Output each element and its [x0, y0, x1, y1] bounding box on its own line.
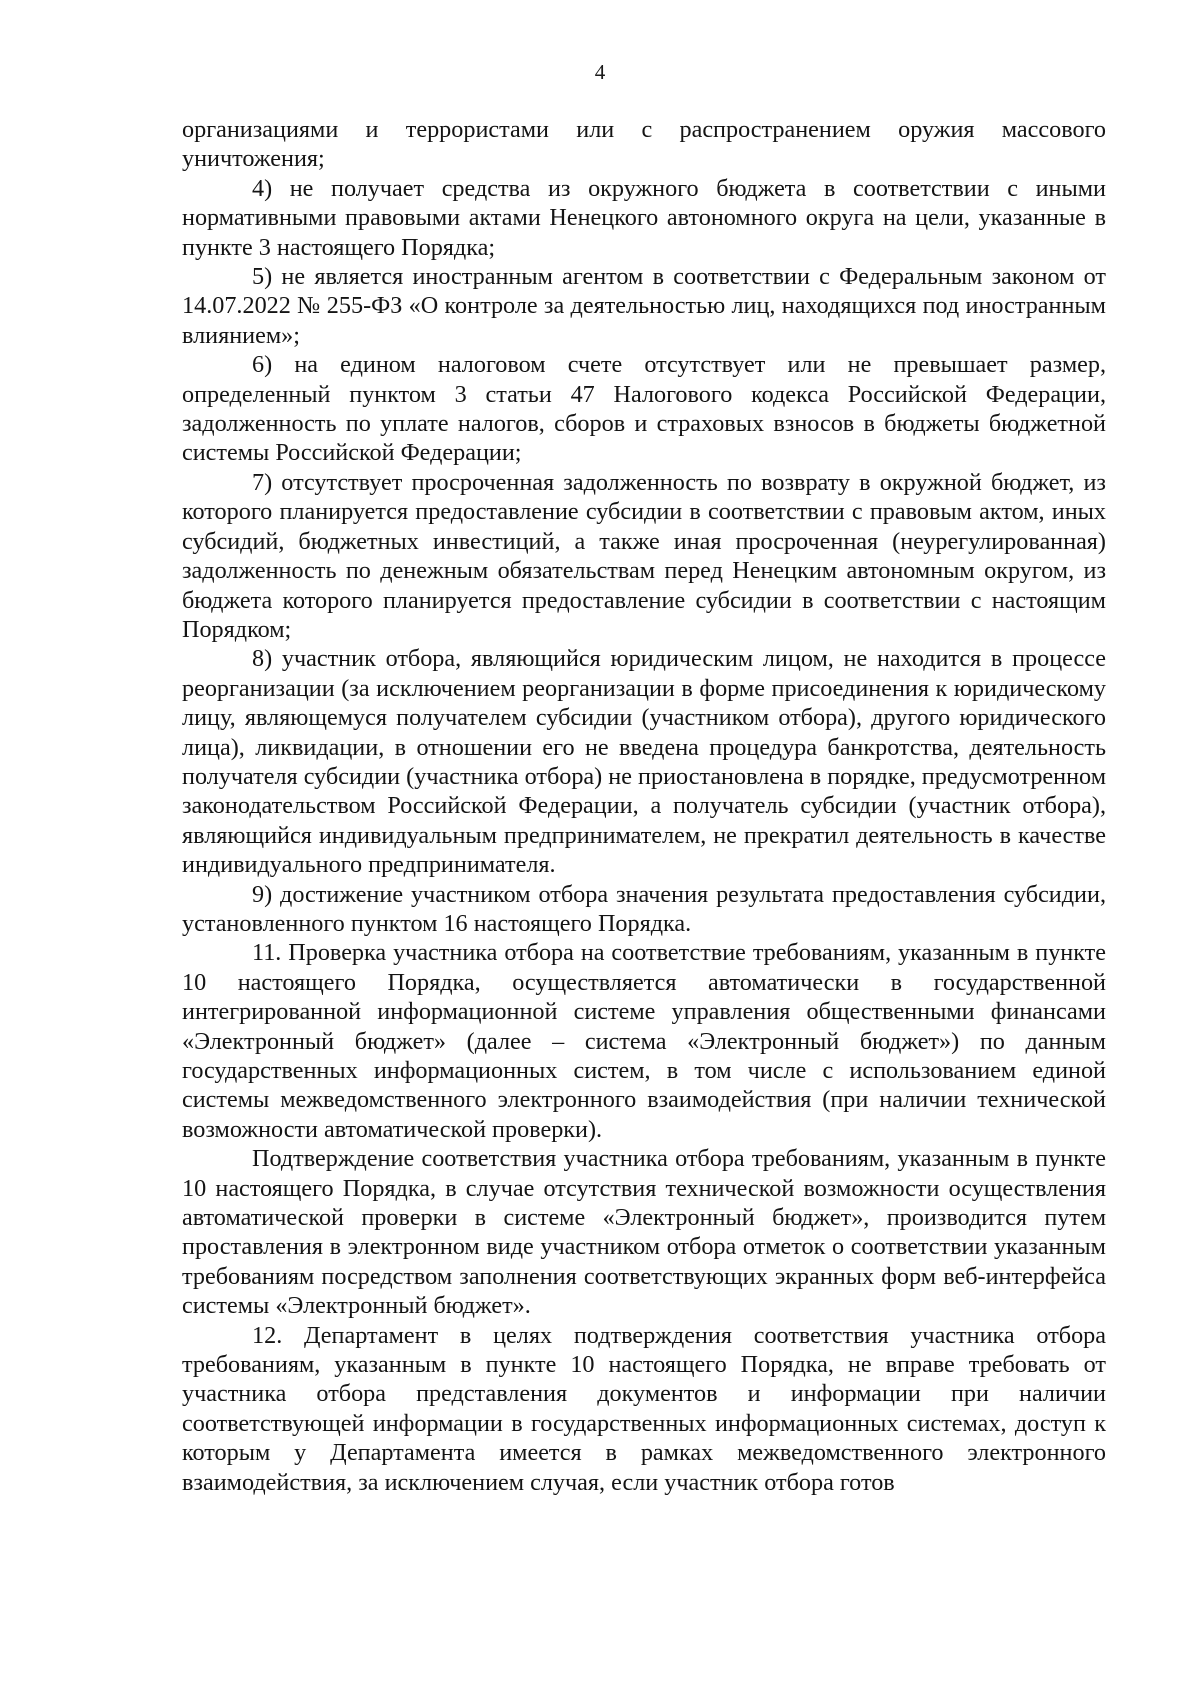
paragraph-section-12: 12. Департамент в целях подтверждения соответствия участника отбора требованиям, указанным в пункте 10 настоящего Порядка, не вправе требовать от участника отбора представления документов и информации при наличии соответствующей информации в государственных информационных системах, доступ к которым у Департамента имеется в рамках межведомственного электронного взаимодействия, за исключением случая, если участник отбора готов [182, 1321, 1106, 1496]
paragraph-item-7: 7) отсутствует просроченная задолженность по возврату в окружной бюджет, из которого планируется предоставление субсидии в соответствии с правовым актом, иных субсидий, бюджетных инвестиций, а также иная просроченная (неурегулированная) задолженность по денежным обязательствам перед Ненецким автономным округом, из бюджета которого планируется предоставление субсидии в соответствии с настоящим Порядком; [182, 468, 1106, 643]
paragraph-confirmation: Подтверждение соответствия участника отбора требованиям, указанным в пункте 10 настоящего Порядка, в случае отсутствия технической возможности осуществления автоматической проверки в системе «Электронный бюджет», производится путем проставления в электронном виде участником отбора отметок о соответствии указанным требованиям посредством заполнения соответствующих экранных форм веб-интерфейса системы «Электронный бюджет». [182, 1145, 1106, 1320]
paragraph-item-4: 4) не получает средства из окружного бюджета в соответствии с иными нормативными правовыми актами Ненецкого автономного округа на цели, указанные в пункте 3 настоящего Порядка; [182, 174, 1106, 261]
paragraph-item-8: 8) участник отбора, являющийся юридическим лицом, не находится в процессе реорганизации (за исключением реорганизации в форме присоединения к юридическому лицу, являющемуся получателем субсидии (участником отбора), другого юридического лица), ликвидации, в отношении его не введена процедура банкротства, деятельность получателя субсидии (участника отбора) не приостановлена в порядке, предусмотренном законодательством Российской Федерации, а получатель субсидии (участник отбора), являющийся индивидуальным предпринимателем, не прекратил деятельность в качестве индивидуального предпринимателя. [182, 645, 1106, 879]
paragraph-item-6: 6) на едином налоговом счете отсутствует или не превышает размер, определенный пунктом 3 статьи 47 Налогового кодекса Российской Федерации, задолженность по уплате налогов, сборов и страховых взносов в бюджеты бюджетной системы Российской Федерации; [182, 351, 1106, 467]
paragraph-item-9: 9) достижение участником отбора значения результата предоставления субсидии, установленного пунктом 16 настоящего Порядка. [182, 880, 1106, 937]
document-body [182, 115, 1106, 1497]
paragraph-item-5: 5) не является иностранным агентом в соответствии с Федеральным законом от 14.07.2022 № 255-ФЗ «О контроле за деятельностью лиц, находящихся под иностранным влиянием»; [182, 263, 1106, 349]
paragraph-section-11: 11. Проверка участника отбора на соответствие требованиям, указанным в пункте 10 настоящего Порядка, осуществляется автоматически в государственной интегрированной информационной системе управления общественными финансами «Электронный бюджет» (далее – система «Электронный бюджет») по данным государственных информационных систем, в том числе с использованием единой системы межведомственного электронного взаимодействия (при наличии технической возможности автоматической проверки). [182, 939, 1106, 1143]
paragraph-continuation: организациями и террористами или с распространением оружия массового уничтожения; [182, 116, 1106, 173]
page-number: 4 [594, 60, 606, 84]
